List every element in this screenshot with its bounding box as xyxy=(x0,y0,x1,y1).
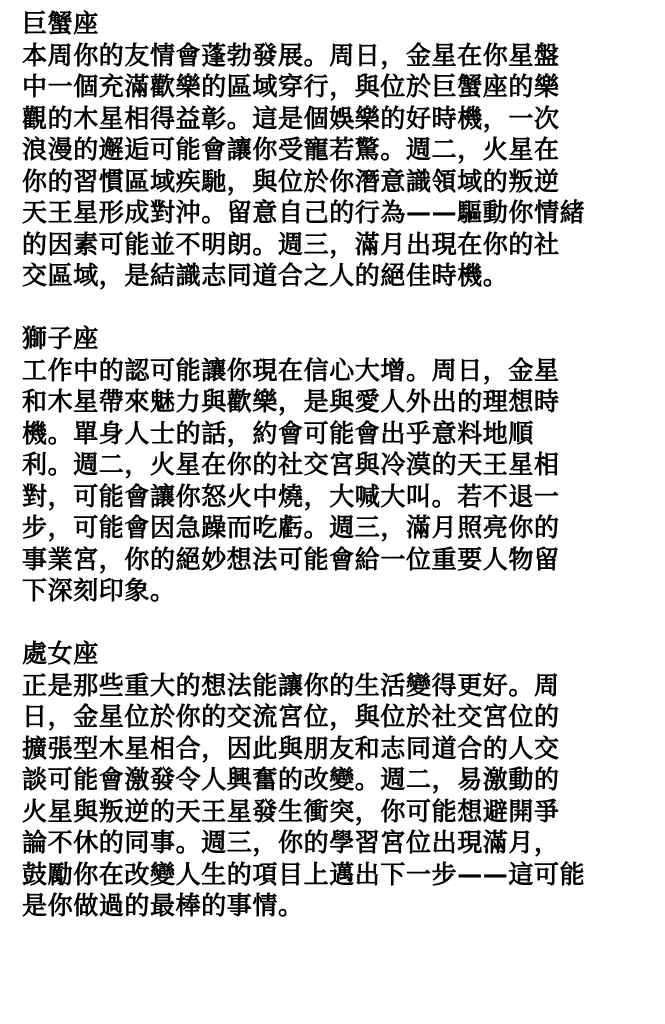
paragraph-line: 擴張型木星相合，因此與朋友和志同道合的人交 xyxy=(22,733,560,763)
paragraph-line: 論不休的同事。週三，你的學習宮位出現滿月， xyxy=(22,828,560,857)
paragraph-line: 是你做過的最棒的事情。 xyxy=(22,891,304,920)
paragraph-line: 談可能會激發令人興奮的改變。週二，易激動的 xyxy=(22,765,560,794)
section-title: 獅子座 xyxy=(22,324,99,353)
paragraph-line: 交區域，是結識志同道合之人的絕佳時機。 xyxy=(22,261,509,290)
paragraph-line: 的因素可能並不明朗。週三，滿月出現在你的社 xyxy=(22,229,560,259)
paragraph-line: 步，可能會因急躁而吃虧。週三，滿月照亮你的 xyxy=(22,513,560,542)
paragraph-line: 浪漫的邂逅可能會讓你受寵若驚。週二，火星在 xyxy=(22,135,560,164)
paragraph-line: 機。單身人士的話，約會可能會出乎意料地順 xyxy=(22,418,535,448)
section-cancer xyxy=(22,8,654,292)
paragraph-line: 對，可能會讓你怒火中燒，大喊大叫。若不退一 xyxy=(22,481,560,511)
horoscope-document xyxy=(22,8,654,922)
paragraph-line: 事業宮，你的絕妙想法可能會給一位重要人物留 xyxy=(22,544,560,574)
paragraph-line: 下深刻印象。 xyxy=(22,576,176,605)
paragraph-line: 你的習慣區域疾馳，與位於你潛意識領域的叛逆 xyxy=(22,166,560,196)
paragraph-line: 中一個充滿歡樂的區域穿行，與位於巨蟹座的樂 xyxy=(22,72,560,101)
section-title: 處女座 xyxy=(22,639,99,668)
paragraph-line: 日，金星位於你的交流宮位，與位於社交宮位的 xyxy=(22,702,560,731)
paragraph-line: 鼓勵你在改變人生的項目上邁出下一步——這可能 xyxy=(22,859,586,889)
section-leo xyxy=(22,323,654,607)
paragraph-line: 正是那些重大的想法能讓你的生活變得更好。周 xyxy=(22,670,560,700)
section-virgo xyxy=(22,638,654,922)
paragraph-line: 工作中的認可能讓你現在信心大增。周日，金星 xyxy=(22,355,560,385)
paragraph-line: 本周你的友情會蓬勃發展。周日，金星在你星盤 xyxy=(22,40,560,70)
paragraph-line: 和木星帶來魅力與歡樂，是與愛人外出的理想時 xyxy=(22,387,560,416)
paragraph-line: 天王星形成對沖。留意自己的行為——驅動你情緒 xyxy=(22,198,586,227)
section-title: 巨蟹座 xyxy=(22,9,99,38)
paragraph-line: 火星與叛逆的天王星發生衝突，你可能想避開爭 xyxy=(22,796,560,826)
paragraph-line: 利。週二，火星在你的社交宮與冷漠的天王星相 xyxy=(22,450,560,479)
paragraph-line: 觀的木星相得益彰。這是個娛樂的好時機，一次 xyxy=(22,103,560,133)
